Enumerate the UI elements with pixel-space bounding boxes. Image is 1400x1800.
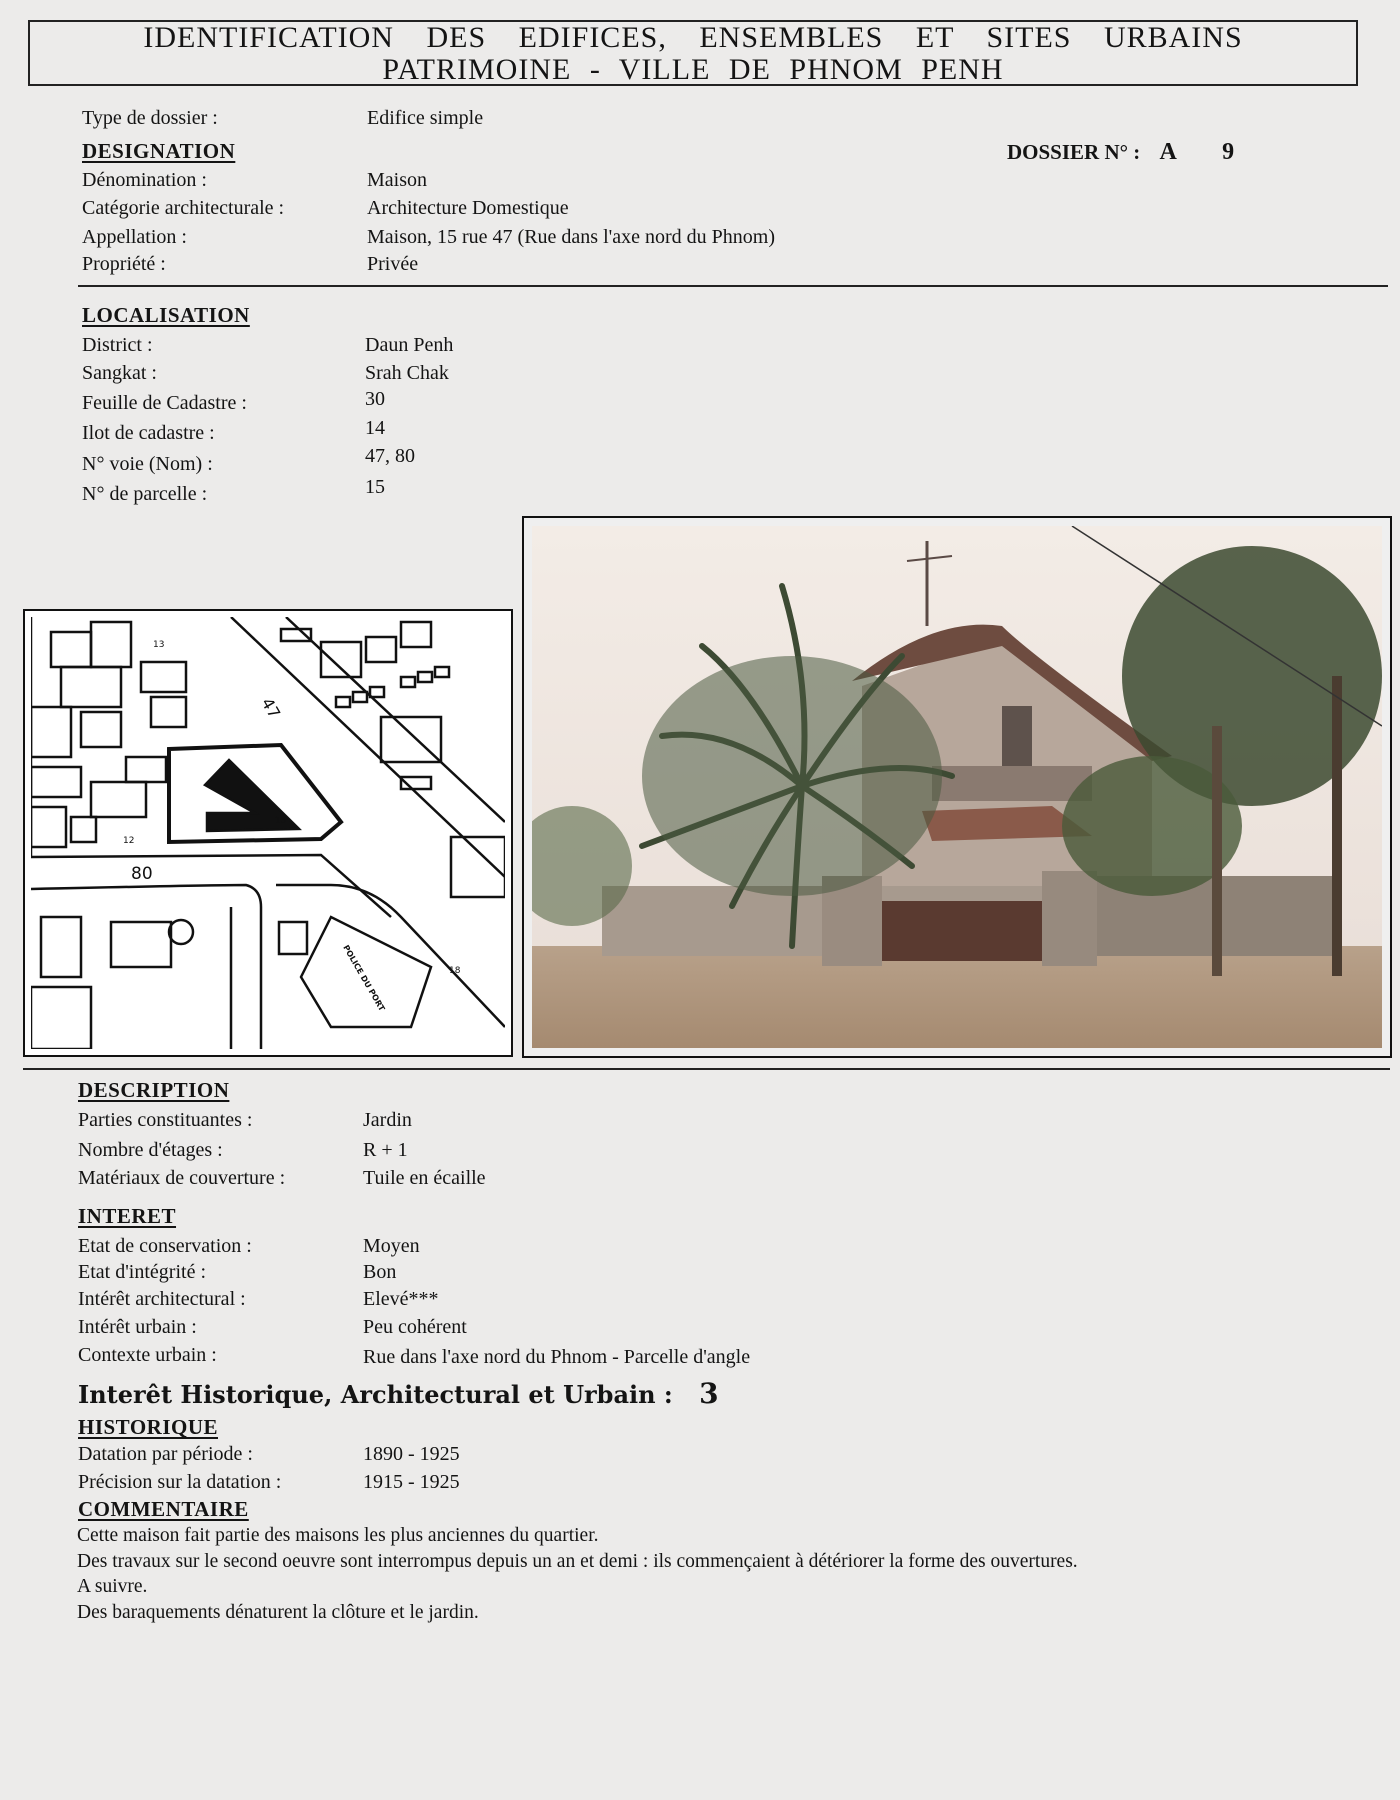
field-label: Matériaux de couverture : [78, 1167, 286, 1189]
photo-drawing [532, 526, 1382, 1048]
dossier-num: 9 [1222, 139, 1235, 165]
description-row [78, 1166, 486, 1190]
interet-row [78, 1287, 439, 1311]
comment-line: Des baraquements dénaturent la clôture et le jardin. [77, 1602, 479, 1623]
field-label: Appellation : [82, 226, 187, 248]
designation-row [82, 196, 569, 220]
comment-line: Des travaux sur le second oeuvre sont interrompus depuis un an et demi : ils commençaient à détériorer la forme des ouvertures. [77, 1551, 1078, 1572]
field-value: Bon [363, 1261, 397, 1283]
title-line-2: PATRIMOINE - VILLE DE PHNOM PENH [382, 53, 1004, 86]
dossier-letter: A [1159, 139, 1177, 165]
field-value: 1890 - 1925 [363, 1443, 460, 1465]
field-value: 14 [365, 417, 385, 439]
field-value: 1915 - 1925 [363, 1471, 460, 1493]
field-label: Ilot de cadastre : [82, 422, 215, 444]
field-value: Maison [367, 169, 427, 191]
dossier-label: DOSSIER N° : [1007, 140, 1141, 164]
interet-total [78, 1377, 719, 1410]
comment-line: Cette maison fait partie des maisons les plus anciennes du quartier. [77, 1525, 599, 1546]
interet-total-label: Interêt Historique, Architectural et Urbain : [78, 1380, 673, 1409]
field-label: Catégorie architecturale : [82, 197, 285, 219]
field-label: N° de parcelle : [82, 483, 208, 505]
field-value: Maison, 15 rue 47 (Rue dans l'axe nord du Phnom) [367, 226, 775, 248]
localisation-row [82, 417, 385, 445]
field-label: Intérêt architectural : [78, 1288, 246, 1310]
title-line-1: IDENTIFICATION DES EDIFICES, ENSEMBLES ET SITES URBAINS [143, 21, 1243, 54]
field-value: Moyen [363, 1235, 420, 1257]
description-heading: DESCRIPTION [78, 1078, 230, 1102]
field-label: Parties constituantes : [78, 1109, 253, 1131]
designation-row [82, 225, 775, 249]
lot-13-label: 13 [153, 640, 165, 650]
field-value: Daun Penh [365, 334, 454, 356]
interet-total-score: 3 [699, 1377, 719, 1410]
field-value: Peu cohérent [363, 1316, 467, 1338]
lot-12-label: 12 [123, 836, 135, 846]
historique-row [78, 1442, 460, 1466]
field-value: R + 1 [363, 1139, 408, 1161]
field-label: Datation par période : [78, 1443, 253, 1465]
interet-heading: INTERET [78, 1204, 177, 1228]
field-label: Etat de conservation : [78, 1235, 252, 1257]
field-value: 30 [365, 388, 385, 410]
lot-15-label: 15 [275, 816, 287, 826]
designation-row [82, 168, 427, 192]
interet-row [78, 1315, 467, 1339]
interet-row [78, 1260, 397, 1284]
field-value: Srah Chak [365, 362, 449, 384]
field-value: Tuile en écaille [363, 1167, 486, 1189]
document-title [28, 20, 1358, 86]
field-value: 15 [365, 476, 385, 498]
type-dossier-label: Type de dossier : [82, 107, 218, 129]
divider [23, 1068, 1390, 1070]
lot-18-label: 18 [449, 966, 461, 976]
dossier-number [1007, 139, 1234, 166]
field-value: 47, 80 [365, 445, 415, 467]
field-label: Dénomination : [82, 169, 207, 191]
street-80-label: 80 [131, 864, 153, 884]
field-value: Jardin [363, 1109, 412, 1131]
interet-row [78, 1343, 751, 1368]
field-value: Architecture Domestique [367, 197, 569, 219]
localisation-row [82, 361, 449, 385]
field-label: Etat d'intégrité : [78, 1261, 207, 1283]
field-label: District : [82, 334, 153, 356]
comment-line: A suivre. [77, 1576, 148, 1597]
description-row [78, 1138, 408, 1162]
field-label: Contexte urbain : [78, 1344, 217, 1366]
field-label: N° voie (Nom) : [82, 453, 213, 475]
cadastre-map [23, 609, 513, 1057]
localisation-row [82, 388, 385, 415]
field-label: Feuille de Cadastre : [82, 392, 247, 414]
field-value: Rue dans l'axe nord du Phnom - Parcelle d'angle [363, 1346, 751, 1368]
designation-row [82, 252, 419, 276]
designation-heading: DESIGNATION [82, 139, 236, 163]
divider [78, 285, 1388, 287]
field-label: Sangkat : [82, 362, 157, 384]
field-label: Propriété : [82, 253, 166, 275]
description-row [78, 1108, 412, 1132]
field-label: Nombre d'étages : [78, 1139, 223, 1161]
localisation-row [82, 445, 415, 476]
cadastre-map-drawing [31, 617, 505, 1049]
field-value: Privée [367, 253, 419, 275]
police-label: POLICE DU PORT [341, 943, 387, 1013]
field-value: Elevé*** [363, 1288, 439, 1310]
type-dossier-value: Edifice simple [367, 107, 484, 129]
interet-row [78, 1234, 420, 1258]
historique-heading: HISTORIQUE [78, 1415, 218, 1439]
field-label: Intérêt urbain : [78, 1316, 197, 1338]
localisation-heading: LOCALISATION [82, 303, 250, 327]
localisation-row [82, 476, 385, 506]
localisation-row [82, 333, 454, 357]
field-label: Précision sur la datation : [78, 1471, 282, 1493]
building-photo [522, 516, 1392, 1058]
historique-row [78, 1470, 460, 1494]
commentaire-heading: COMMENTAIRE [78, 1497, 249, 1521]
street-47-label: 47 [257, 694, 285, 722]
type-dossier-row [82, 106, 484, 130]
